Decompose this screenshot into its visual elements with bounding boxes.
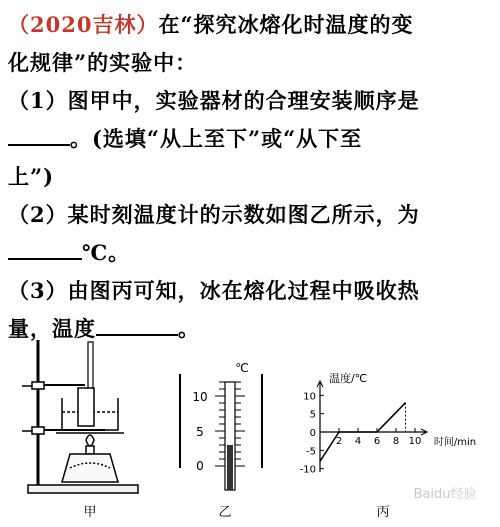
stem-line-1: 在“探究冰熔化时温度的变: [158, 12, 414, 37]
y-tick-label: 0: [309, 428, 316, 439]
part3-text-c: 。: [178, 316, 200, 341]
thermometer-unit: ℃: [235, 361, 249, 375]
figure-jia-label: 甲: [83, 505, 97, 520]
part1-text-c: 上”): [8, 164, 55, 189]
figure-bing-label: 丙: [376, 505, 390, 520]
part1-line-2: [8, 120, 494, 158]
y-tick-label: -10: [299, 464, 316, 476]
tick-label-5: 5: [196, 425, 204, 439]
x-tick-label: 4: [354, 436, 362, 447]
part2-line-2: [8, 234, 494, 272]
figure-yi-thermometer: [170, 330, 280, 527]
y-tick-label: 5: [309, 409, 316, 421]
question-line-2: [8, 44, 494, 82]
part2-line-1: [8, 196, 494, 234]
alcohol-lamp: [62, 435, 118, 482]
y-tick-label: -5: [306, 446, 316, 458]
chart-xlabel: 时间/min: [433, 437, 477, 448]
x-tick-label: 6: [373, 436, 381, 447]
x-tick-label: 2: [335, 436, 343, 447]
y-tick-label: 10: [303, 391, 316, 403]
watermark: Baidu经验: [413, 487, 477, 502]
x-tick-label: 10: [408, 436, 422, 447]
part1-text-a: （1）图甲中，实验器材的合理安装顺序是: [8, 88, 420, 113]
answer-blank-1[interactable]: [8, 120, 70, 146]
question-line-1: [8, 6, 494, 44]
part1-line-1: [8, 82, 494, 120]
figure-yi-label: 乙: [218, 505, 232, 520]
thermometer-liquid: [227, 445, 233, 490]
part1-text-b: 。(选填“从上至下”或“从下至: [70, 126, 363, 151]
tick-label-10: 10: [192, 390, 208, 404]
part3-text-a: （3）由图丙可知，冰在熔化过程中吸收热: [8, 278, 420, 303]
part2-text-b: ℃。: [82, 240, 131, 265]
chart-ticks: [300, 391, 422, 475]
figure-jia-apparatus: [0, 330, 160, 527]
question-text: [8, 6, 494, 348]
part2-text-a: （2）某时刻温度计的示数如图乙所示，为: [8, 202, 420, 227]
figure-area: [0, 330, 500, 527]
part1-line-3: [8, 158, 494, 196]
tick-label-0: 0: [196, 459, 204, 473]
chart-ylabel: 温度/℃: [329, 372, 368, 385]
part3-text-b: 量，温度: [8, 316, 96, 341]
stem-line-2: 化规律”的实验中：: [8, 50, 198, 75]
x-tick-label: 8: [392, 436, 400, 447]
figure-bing-chart: [295, 330, 500, 527]
beaker: [62, 388, 118, 430]
answer-blank-2[interactable]: [8, 234, 82, 260]
part3-line-1: [8, 272, 494, 310]
chart-axes: [317, 381, 427, 472]
source-tag: （2020吉林）: [8, 12, 159, 37]
